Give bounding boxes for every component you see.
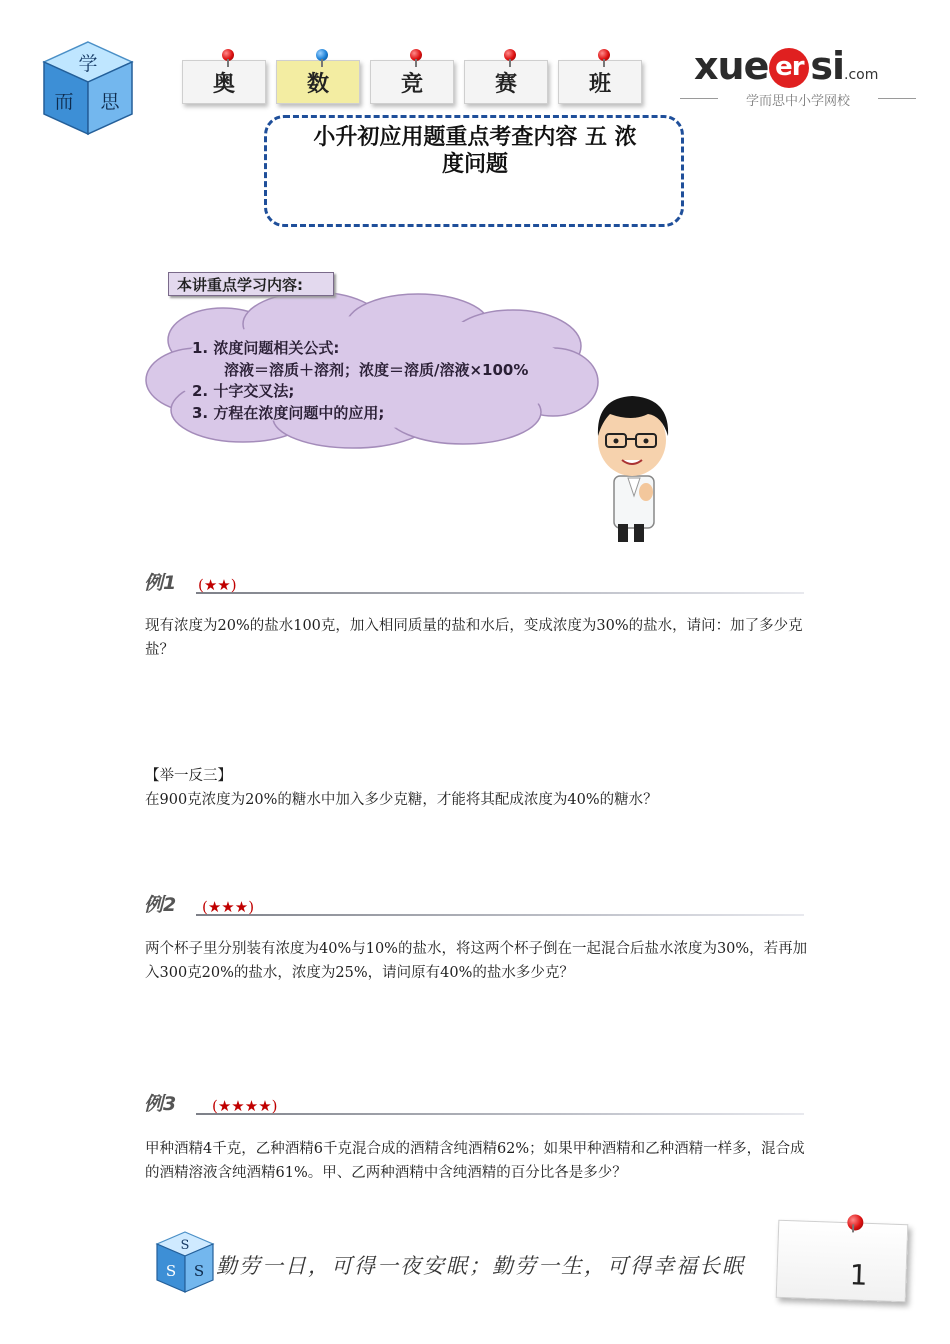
example-1-difficulty-stars: (★★) <box>198 576 237 594</box>
practice-label: 【举一反三】 <box>145 768 232 784</box>
study-item-1: 1. 浓度问题相关公式: <box>192 339 340 357</box>
brand-logo <box>694 44 878 88</box>
study-item-2: 2. 十字交叉法; <box>192 382 295 400</box>
pushpin-icon <box>222 49 234 61</box>
pushpin-icon <box>504 49 516 61</box>
study-item-3: 3. 方程在浓度问题中的应用; <box>192 403 385 422</box>
example-2-label: 例2 <box>144 894 177 916</box>
example-2-header <box>140 888 804 920</box>
xueersi-cube-logo <box>40 38 136 138</box>
tab-ban: 班 <box>558 60 642 104</box>
brand-suffix: .com <box>844 67 879 83</box>
logo-char-xue: 学 <box>78 53 98 75</box>
brand-subtitle: 学而思中小学网校 <box>680 90 916 109</box>
pushpin-icon <box>410 49 422 61</box>
pushpin-icon <box>316 49 328 61</box>
page-title-line-1: 小升初应用题重点考查内容 五 浓 <box>313 125 637 150</box>
sss-cube-logo <box>155 1230 215 1294</box>
page-title <box>278 124 672 178</box>
example-3-header <box>140 1087 804 1119</box>
page-number-note <box>776 1220 909 1302</box>
divider <box>196 1113 804 1115</box>
brand-text-mark: er <box>769 48 809 88</box>
teacher-illustration <box>588 384 678 546</box>
example-1-text: 现有浓度为20%的盐水100克，加入相同质量的盐和水后，变成浓度为30%的盐水，请问：加了多少克盐？ <box>145 618 803 658</box>
divider <box>196 914 804 916</box>
brand-text-post: si <box>810 44 844 88</box>
example-3-label: 例3 <box>144 1093 177 1115</box>
logo-char-er: 而 <box>54 91 74 113</box>
example-1-header <box>140 566 804 598</box>
pushpin-icon <box>847 1214 864 1231</box>
logo-char-si: 思 <box>100 91 120 113</box>
example-2-difficulty-stars: (★★★) <box>202 898 255 916</box>
brand-text-pre: xue <box>694 44 769 88</box>
divider <box>196 592 804 594</box>
tab-sai: 赛 <box>464 60 548 104</box>
study-item-formula: 溶液＝溶质＋溶剂；浓度＝溶质/溶液×100% <box>224 360 529 379</box>
example-3-text: 甲种酒精4千克，乙种酒精6千克混合成的酒精含纯酒精62%；如果甲种酒精和乙种酒精一样多，混合成的酒精溶液含纯酒精61%。甲、乙两种酒精中含纯酒精的百分比各是多少？ <box>145 1141 805 1181</box>
study-content-label: 本讲重点学习内容: <box>168 272 334 296</box>
example-3-difficulty-stars: (★★★★) <box>212 1097 278 1115</box>
tab-shu: 数 <box>276 60 360 104</box>
example-2-text: 两个杯子里分别装有浓度为40%与10%的盐水，将这两个杯子倒在一起混合后盐水浓度为30%，若再加入300克20%的盐水，浓度为25%，请问原有40%的盐水多少克？ <box>145 941 808 981</box>
footer-motto: 勤劳一日，可得一夜安眠；勤劳一生，可得幸福长眠 <box>216 1254 745 1278</box>
study-content-list <box>192 338 592 424</box>
cube-letter-right: S <box>193 1262 205 1280</box>
example-1-label: 例1 <box>144 572 177 594</box>
cube-letter-top: S <box>180 1238 190 1253</box>
pushpin-icon <box>598 49 610 61</box>
practice-text: 在900克浓度为20%的糖水中加入多少克糖，才能将其配成浓度为40%的糖水？ <box>145 792 658 808</box>
cube-letter-left: S <box>165 1262 177 1280</box>
tab-ao: 奥 <box>182 60 266 104</box>
tab-jing: 竞 <box>370 60 454 104</box>
page-title-line-2: 度问题 <box>441 152 508 177</box>
page-number: 1 <box>849 1258 869 1292</box>
